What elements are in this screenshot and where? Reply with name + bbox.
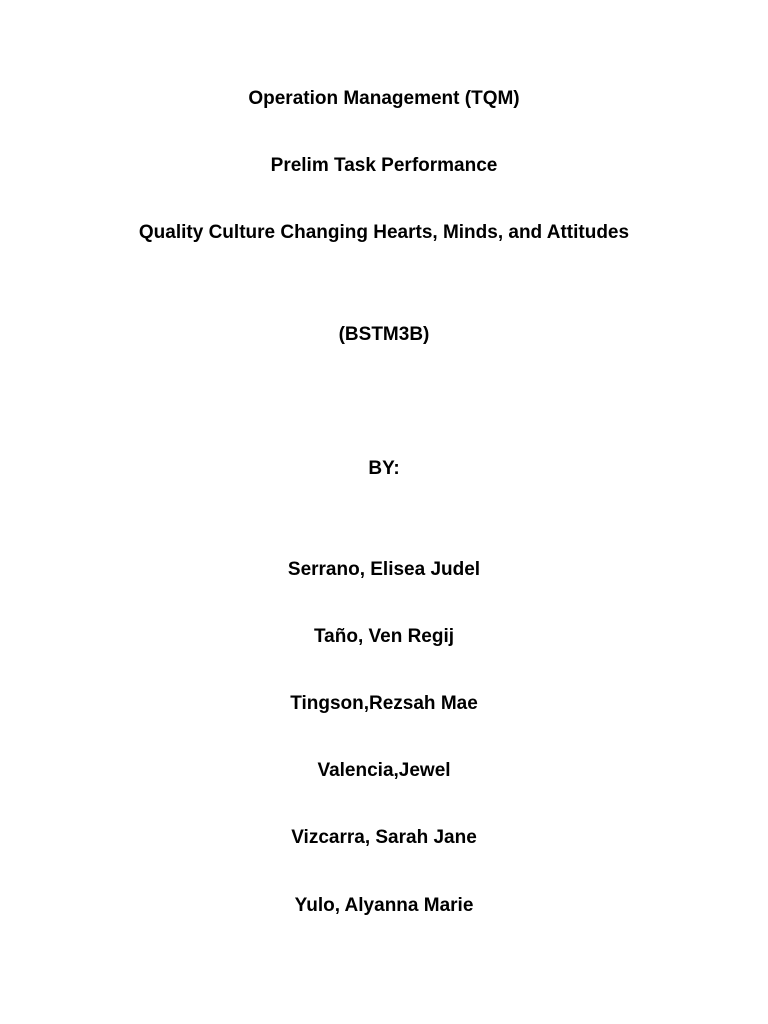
topic-title: Quality Culture Changing Hearts, Minds, and Attitudes bbox=[138, 222, 630, 243]
author-name: Vizcarra, Sarah Jane bbox=[291, 827, 477, 848]
author-name: Serrano, Elisea Judel bbox=[287, 559, 481, 580]
author-name: Valencia,Jewel bbox=[317, 760, 451, 781]
section-code: (BSTM3B) bbox=[338, 324, 430, 345]
course-title: Operation Management (TQM) bbox=[248, 88, 520, 109]
author-name: Taño, Ven Regij bbox=[313, 626, 455, 647]
task-title: Prelim Task Performance bbox=[270, 155, 498, 176]
author-name: Yulo, Alyanna Marie bbox=[294, 895, 474, 916]
author-name: Tingson,Rezsah Mae bbox=[290, 693, 478, 714]
by-label: BY: bbox=[368, 458, 400, 479]
